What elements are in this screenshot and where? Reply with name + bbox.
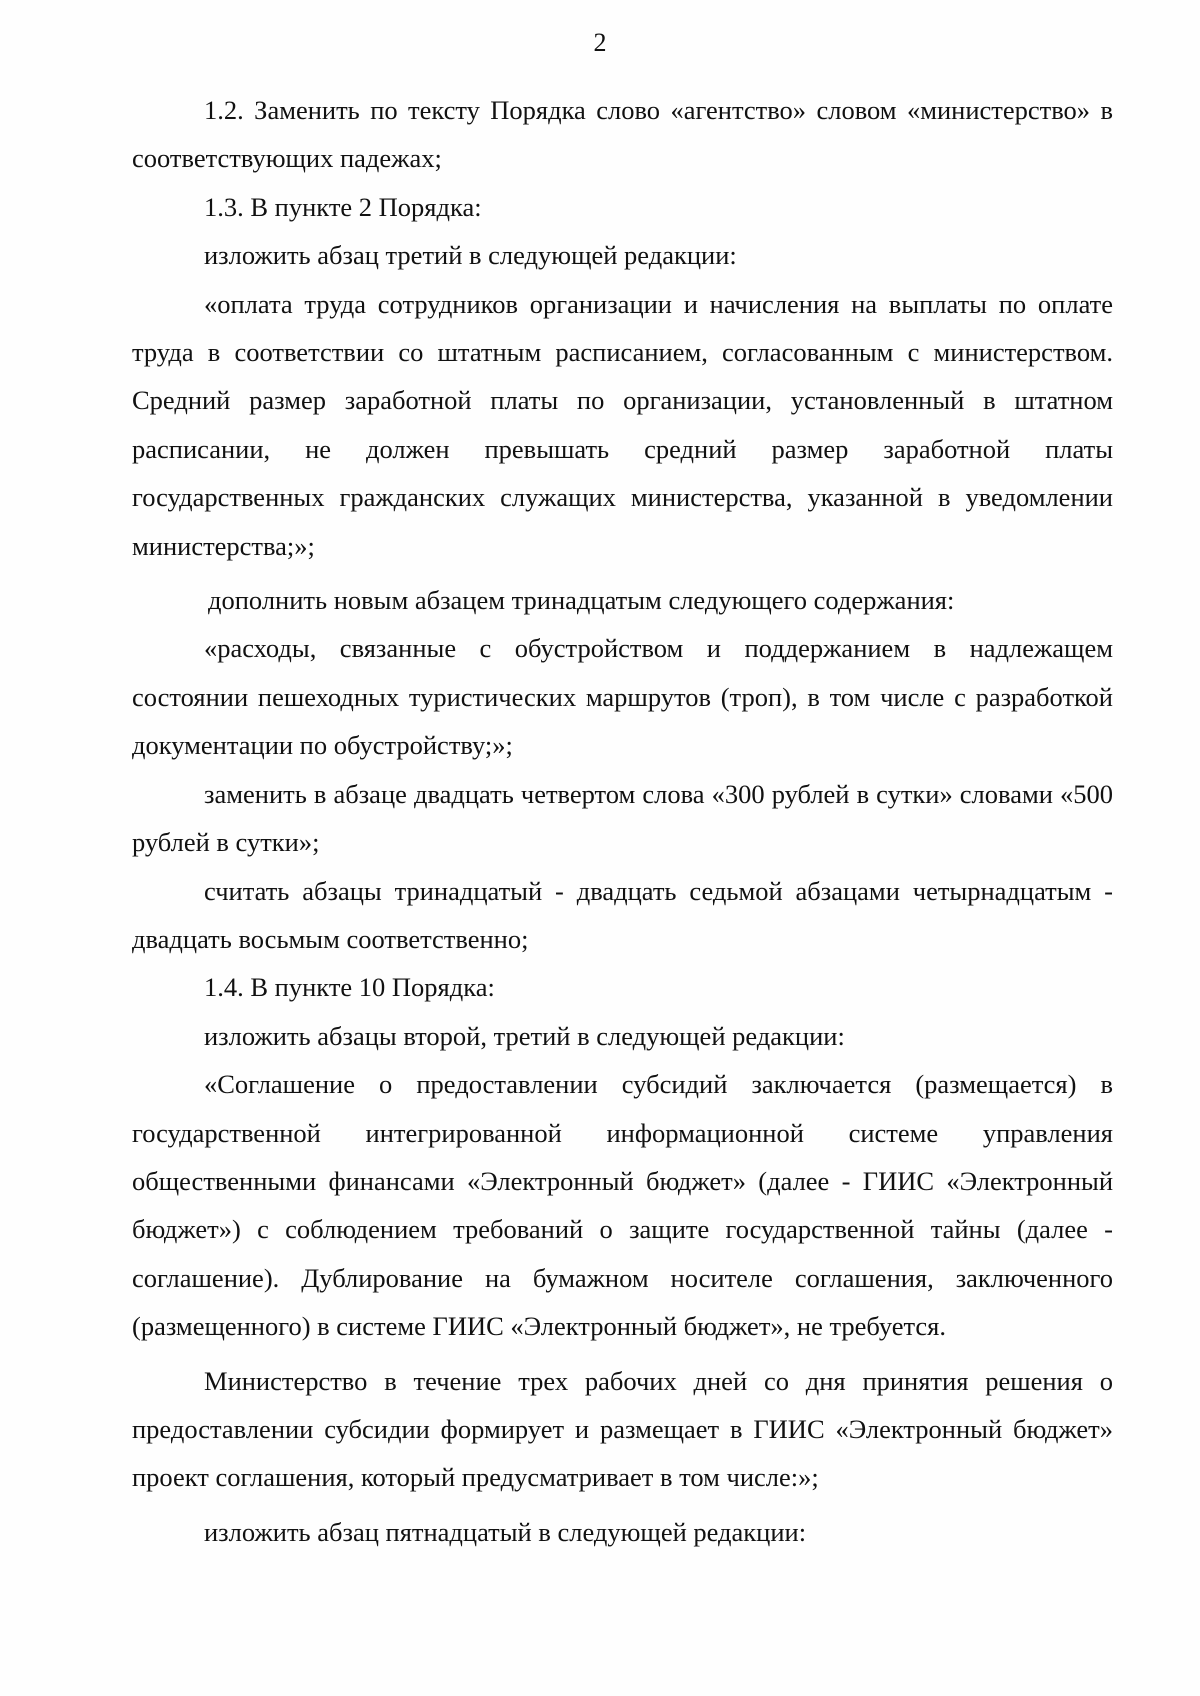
paragraph-instruction-fifteenth: изложить абзац пятнадцатый в следующей редакции:: [204, 1516, 807, 1547]
paragraph-renumber: считать абзацы тринадцатый - двадцать седьмой абзацами четырнадцатым - двадцать восьмым соответственно;: [132, 875, 1113, 954]
paragraph-agreement: «Соглашение о предоставлении субсидий заключается (размещается) в государственной интегрированной информационной системе управления общественными финансами «Электронный бюджет» (далее - ГИИС «Электронный бюджет») с соблюдением требований о защите государственной тайны (далее - соглашение). Дублирование на бумажном носителе соглашения, заключенного (размещенного) в системе ГИИС «Электронный бюджет», не требуется.: [132, 1069, 1113, 1342]
paragraph-add-thirteenth: дополнить новым абзацем тринадцатым следующего содержания:: [208, 585, 955, 616]
paragraph-instruction-second-third: изложить абзацы второй, третий в следующей редакции:: [204, 1020, 845, 1051]
paragraph-1-4-heading: 1.4. В пункте 10 Порядка:: [204, 972, 495, 1003]
document-body: [132, 86, 1113, 1556]
paragraph-1-2: 1.2. Заменить по тексту Порядка слово «агентство» словом «министерство» в соответствующих падежах;: [132, 95, 1113, 174]
paragraph-replace-rubles: заменить в абзаце двадцать четвертом слова «300 рублей в сутки» словами «500 рублей в сутки»;: [132, 778, 1113, 858]
paragraph-instruction-third: изложить абзац третий в следующей редакции:: [204, 240, 737, 271]
paragraph-ministry-draft: Министерство в течение трех рабочих дней со дня принятия решения о предоставлении субсидии формирует и размещает в ГИИС «Электронный бюджет» проект соглашения, который предусматривает в том числе:»;: [132, 1365, 1113, 1493]
paragraph-trail-expenses: «расходы, связанные с обустройством и поддержанием в надлежащем состоянии пешеходных туристических маршрутов (троп), в том числе с разработкой документации по обустройству;»;: [132, 633, 1113, 761]
paragraph-labor-payment: «оплата труда сотрудников организации и начисления на выплаты по оплате труда в соответствии со штатным расписанием, согласованным с министерством. Средний размер заработной платы по организации, установленный в штатном расписании, не должен превышать средний размер заработной платы государственных гражданских служащих министерства, указанной в уведомлении министерства;»;: [132, 288, 1113, 561]
page-number: 2: [593, 28, 607, 57]
paragraph-1-3-heading: 1.3. В пункте 2 Порядка:: [204, 191, 482, 222]
